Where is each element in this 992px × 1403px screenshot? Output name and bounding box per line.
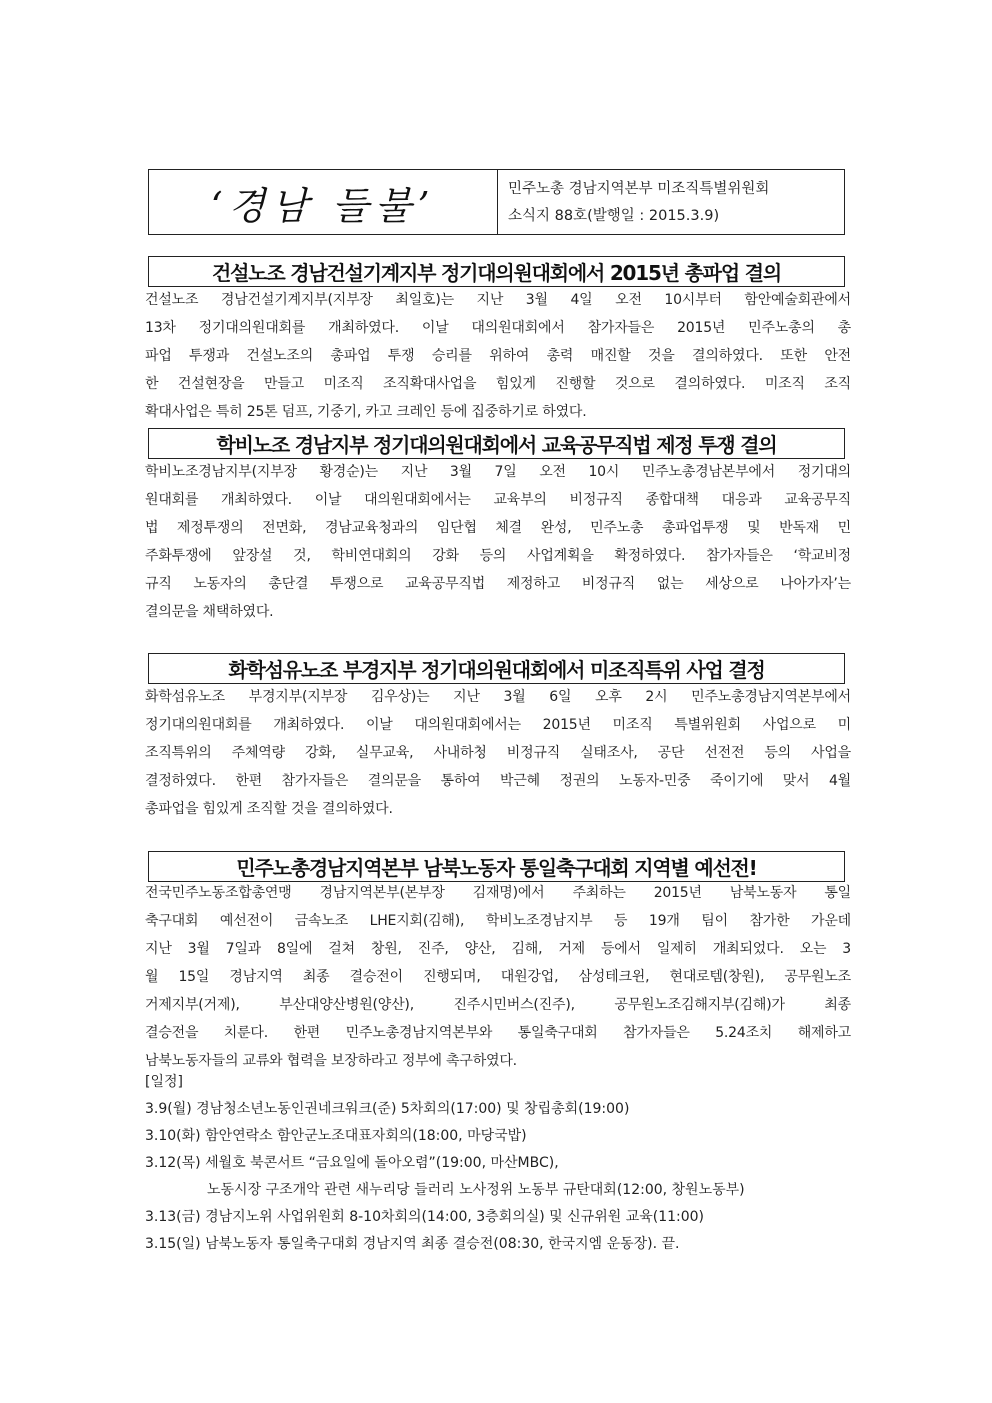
article-2-line: 결의문을 채택하였다. [145, 604, 274, 620]
schedule-heading: [일정] [145, 1074, 183, 1090]
schedule-section [145, 1069, 851, 1258]
schedule-item: 3.10(화) 함안연락소 함안군노조대표자회의(18:00, 마당국밥) [145, 1128, 527, 1144]
publisher-org: 민주노총 경남지역본부 미조직특별위원회 [508, 181, 770, 197]
schedule-item: 3.13(금) 경남지노위 사업위원회 8-10차회의(14:00, 3층회의실) 및 신규위원 교육(11:00) [145, 1209, 705, 1225]
article-4-line: 전국민주노동조합총연맹 경남지역본부(본부장 김재명)에서 주최하는 2015년 남북노동자 통일 [145, 885, 851, 901]
article-1-line: 13차 정기대의원대회를 개최하였다. 이날 대의원대회에서 참가자들은 2015년 민주노총의 총 [145, 320, 851, 336]
masthead-info [498, 170, 844, 234]
article-3-line: 결정하였다. 한편 참가자들은 결의문을 통하여 박근혜 정권의 노동자-민중 죽이기에 맞서 4월 [145, 773, 851, 789]
article-3-line: 정기대의원대회를 개최하였다. 이날 대의원대회에서는 2015년 미조직 특별위원회 사업으로 미 [145, 717, 851, 733]
article-1-line: 파업 투쟁과 건설노조의 총파업 투쟁 승리를 위하여 총력 매진할 것을 결의하였다. 또한 안전 [145, 348, 851, 364]
masthead [148, 169, 845, 235]
article-1-headline: 건설노조 경남건설기계지부 정기대의원대회에서 2015년 총파업 결의 [148, 256, 845, 287]
article-2-line: 규직 노동자의 총단결 투쟁으로 교육공무직법 제정하고 비정규직 없는 세상으로 나아가자’는 [145, 576, 851, 592]
article-4-body [145, 879, 851, 1075]
article-2-line: 원대회를 개최하였다. 이날 대의원대회에서는 교육부의 비정규직 종합대책 대응과 교육공무직 [145, 492, 851, 508]
article-2-body [145, 458, 851, 626]
article-3-line: 화학섬유노조 부경지부(지부장 김우상)는 지난 3월 6일 오후 2시 민주노총경남지역본부에서 [145, 689, 851, 705]
article-2-line: 학비노조경남지부(지부장 황경순)는 지난 3월 7일 오전 10시 민주노총경남본부에서 정기대의 [145, 464, 851, 480]
article-2-line: 주화투쟁에 앞장설 것, 학비연대회의 강화 등의 사업계획을 확정하였다. 참가자들은 ‘학교비정 [145, 548, 851, 564]
schedule-item: 3.15(일) 남북노동자 통일축구대회 경남지역 최종 결승전(08:30, 한국지엠 운동장). 끝. [145, 1236, 680, 1252]
article-1-line: 확대사업은 특히 25톤 덤프, 기중기, 카고 크레인 등에 집중하기로 하였다. [145, 404, 587, 420]
article-1-line: 한 건설현장을 만들고 미조직 조직확대사업을 힘있게 진행할 것으로 결의하였다. 미조직 조직 [145, 376, 851, 392]
article-2-headline: 학비노조 경남지부 정기대의원대회에서 교육공무직법 제정 투쟁 결의 [148, 428, 845, 459]
article-2-line: 법 제정투쟁의 전면화, 경남교육청과의 임단협 체결 완성, 민주노총 총파업투쟁 및 반독재 민 [145, 520, 851, 536]
article-4-line: 지난 3월 7일과 8일에 걸쳐 창원, 진주, 양산, 김해, 거제 등에서 일제히 개최되었다. 오는 3 [145, 941, 851, 957]
article-3-body [145, 683, 851, 823]
schedule-item: 노동시장 구조개악 관련 새누리당 들러리 노사정위 노동부 규탄대회(12:00, 창원노동부) [207, 1182, 745, 1198]
article-3-line: 총파업을 힘있게 조직할 것을 결의하였다. [145, 801, 393, 817]
article-4-line: 축구대회 예선전이 금속노조 LHE지회(김해), 학비노조경남지부 등 19개 팀이 참가한 가운데 [145, 913, 851, 929]
article-1-line: 건설노조 경남건설기계지부(지부장 최일호)는 지난 3월 4일 오전 10시부터 함안예술회관에서 [145, 292, 851, 308]
newsletter-title: ‘경남 들불’ [149, 170, 498, 234]
article-4-line: 월 15일 경남지역 최종 결승전이 진행되며, 대원강업, 삼성테크윈, 현대로템(창원), 공무원노조 [145, 969, 851, 985]
article-4-headline: 민주노총경남지역본부 남북노동자 통일축구대회 지역별 예선전! [148, 851, 845, 882]
article-4-line: 결승전을 치룬다. 한편 민주노총경남지역본부와 통일축구대회 참가자들은 5.24조치 해제하고 [145, 1025, 851, 1041]
article-4-line: 거제지부(거제), 부산대양산병원(양산), 진주시민버스(진주), 공무원노조김해지부(김해)가 최종 [145, 997, 851, 1013]
schedule-item: 3.9(월) 경남청소년노동인권네크워크(준) 5차회의(17:00) 및 창립총회(19:00) [145, 1101, 630, 1117]
article-3-headline: 화학섬유노조 부경지부 정기대의원대회에서 미조직특위 사업 결정 [148, 653, 845, 684]
article-3-line: 조직특위의 주체역량 강화, 실무교육, 사내하청 비정규직 실태조사, 공단 선전전 등의 사업을 [145, 745, 851, 761]
issue-info: 소식지 88호(발행일 : 2015.3.9) [508, 208, 720, 224]
schedule-item: 3.12(목) 세월호 북콘서트 “금요일에 돌아오렴”(19:00, 마산MBC), [145, 1155, 559, 1171]
article-1-body [145, 286, 851, 426]
article-4-line: 남북노동자들의 교류와 협력을 보장하라고 정부에 촉구하였다. [145, 1053, 517, 1069]
